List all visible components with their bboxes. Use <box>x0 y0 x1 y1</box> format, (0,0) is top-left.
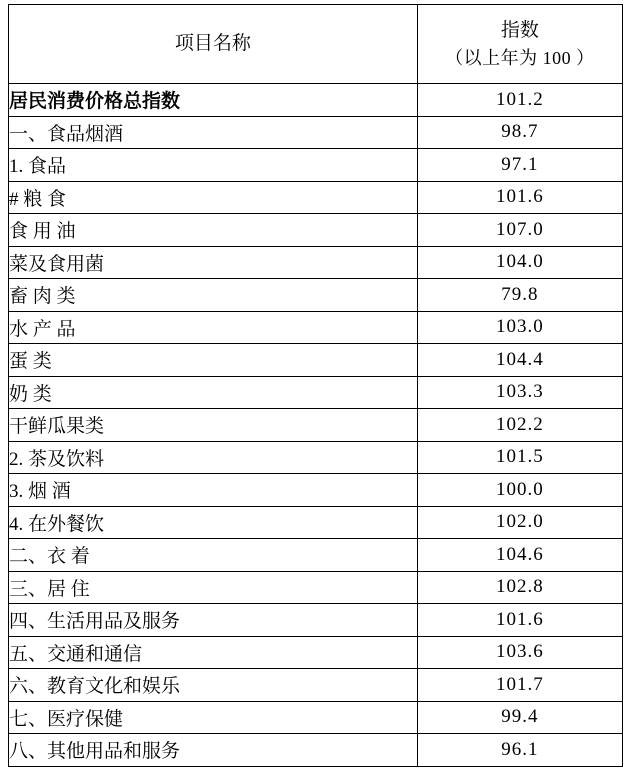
row-item-name: 七、医疗保健 <box>9 701 418 734</box>
row-item-value: 102.2 <box>417 409 622 442</box>
table-row <box>9 441 623 474</box>
row-item-value: 101.6 <box>417 181 622 214</box>
table-row <box>9 571 623 604</box>
row-item-value: 102.8 <box>417 571 622 604</box>
row-item-value: 104.4 <box>417 344 622 377</box>
row-item-value: 98.7 <box>417 116 622 149</box>
header-index <box>417 5 622 84</box>
table-row <box>9 604 623 637</box>
table-row <box>9 84 623 117</box>
table-row <box>9 181 623 214</box>
table-row <box>9 279 623 312</box>
row-item-value: 101.6 <box>417 604 622 637</box>
row-item-name: 蛋 类 <box>9 344 418 377</box>
row-item-value: 102.0 <box>417 506 622 539</box>
table-row <box>9 116 623 149</box>
header-index-sub: （以上年为 100 ） <box>445 47 595 68</box>
table-row <box>9 506 623 539</box>
header-index-main: 指数 <box>500 20 539 42</box>
table-row <box>9 311 623 344</box>
row-item-name: 畜 肉 类 <box>9 279 418 312</box>
row-item-name: 五、交通和通信 <box>9 636 418 669</box>
row-item-name: 居民消费价格总指数 <box>9 84 418 117</box>
table-row <box>9 246 623 279</box>
row-item-value: 103.6 <box>417 636 622 669</box>
row-item-name: 四、生活用品及服务 <box>9 604 418 637</box>
table-row <box>9 636 623 669</box>
row-item-value: 99.4 <box>417 701 622 734</box>
row-item-name: 一、食品烟酒 <box>9 116 418 149</box>
table-row <box>9 376 623 409</box>
row-item-name: 奶 类 <box>9 376 418 409</box>
table-row <box>9 669 623 702</box>
row-item-value: 107.0 <box>417 214 622 247</box>
table-body <box>9 84 623 767</box>
row-item-name: 二、衣 着 <box>9 539 418 572</box>
header-item-name: 项目名称 <box>9 5 418 84</box>
row-item-name: 菜及食用菌 <box>9 246 418 279</box>
row-item-value: 100.0 <box>417 474 622 507</box>
row-item-name: 1. 食品 <box>9 149 418 182</box>
row-item-value: 79.8 <box>417 279 622 312</box>
row-item-value: 103.3 <box>417 376 622 409</box>
row-item-name: 干鲜瓜果类 <box>9 409 418 442</box>
row-item-name: 2. 茶及饮料 <box>9 441 418 474</box>
header-row <box>9 5 623 84</box>
row-item-value: 101.5 <box>417 441 622 474</box>
row-item-value: 103.0 <box>417 311 622 344</box>
table-row <box>9 344 623 377</box>
table-row <box>9 409 623 442</box>
row-item-value: 104.0 <box>417 246 622 279</box>
row-item-name: 水 产 品 <box>9 311 418 344</box>
row-item-value: 101.7 <box>417 669 622 702</box>
table-row <box>9 539 623 572</box>
row-item-name: # 粮 食 <box>9 181 418 214</box>
table-header <box>9 5 623 84</box>
row-item-name: 4. 在外餐饮 <box>9 506 418 539</box>
table-row <box>9 214 623 247</box>
table-row <box>9 149 623 182</box>
row-item-name: 3. 烟 酒 <box>9 474 418 507</box>
cpi-index-table <box>8 4 623 767</box>
row-item-name: 三、居 住 <box>9 571 418 604</box>
table-row <box>9 701 623 734</box>
row-item-value: 96.1 <box>417 734 622 767</box>
row-item-name: 八、其他用品和服务 <box>9 734 418 767</box>
row-item-value: 104.6 <box>417 539 622 572</box>
row-item-value: 97.1 <box>417 149 622 182</box>
row-item-name: 食 用 油 <box>9 214 418 247</box>
table-row <box>9 474 623 507</box>
row-item-name: 六、教育文化和娱乐 <box>9 669 418 702</box>
row-item-value: 101.2 <box>417 84 622 117</box>
table-row <box>9 734 623 767</box>
